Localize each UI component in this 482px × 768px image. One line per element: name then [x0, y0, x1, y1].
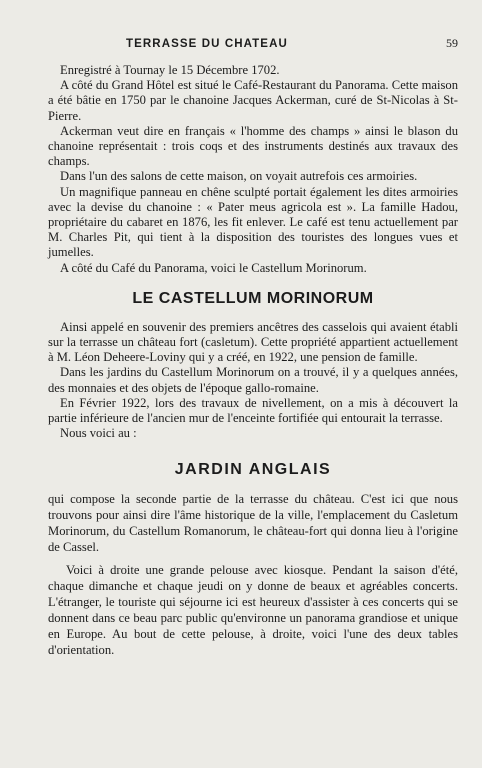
paragraph: Dans l'un des salons de cette maison, on voyait autrefois ces armoiries.	[60, 169, 418, 184]
paragraph: qui compose la seconde partie de la terrasse du château. C'est ici que nous trouvons pour ainsi dire l'âme historique de la ville, l'emplacement du Casletum Morinorum, du Castellum Romanorum, le château-fort qui donna lieu à l'origine de Cassel.	[48, 492, 458, 555]
paragraph: Dans les jardins du Castellum Morinorum on a trouvé, il y a quelques années, des monnaies et des objets de l'époque gallo-romaine.	[48, 365, 458, 395]
section-heading-jardin: JARDIN ANGLAIS	[174, 461, 332, 479]
running-header	[48, 36, 458, 51]
paragraph: Ackerman veut dire en français « l'homme des champs » ainsi le blason du chanoine représentait : trois coqs et des instruments destinés aux travaux des champs.	[48, 123, 458, 169]
paragraph: A côté du Café du Panorama, voici le Castellum Morinorum.	[60, 260, 367, 275]
running-title: TERRASSE DU CHATEAU	[126, 38, 288, 50]
section-castellum	[48, 320, 458, 442]
paragraph: Ainsi appelé en souvenir des premiers ancêtres des casselois qui avaient établi sur la terrasse un château fort (casletum). Cette propriété appartient actuellement à M. Léon Deheere-Loviny qui y a créé, en 1922, une pension de famille.	[48, 319, 458, 365]
paragraph: A côté du Grand Hôtel est situé le Café-Restaurant du Panorama. Cette maison a été bâtie en 1750 par le chanoine Jacques Ackerman, curé de St-Nicolas à St-Pierre.	[48, 78, 458, 123]
paragraph: Enregistré à Tournay le 15 Décembre 1702.	[60, 63, 280, 77]
paragraph-gap	[48, 555, 458, 562]
paragraph: Voici à droite une grande pelouse avec kiosque. Pendant la saison d'été, chaque dimanche et chaque jeudi on y donne de beaux et agréables concerts. L'étranger, le touriste qui séjourne ici est heureux d'assister à ces concerts qui se donnent dans ce beau parc public qu'environne un panorama grandiose et unique en Europe. Au bout de cette pelouse, à droite, voici l'une des deux tables d'orientation.	[48, 563, 458, 658]
paragraph: En Février 1922, lors des travaux de nivellement, on a mis à découvert la partie inférieure de l'ancien mur de l'enceinte fortifiée qui entourait la terrasse.	[48, 395, 458, 426]
paragraph: Un magnifique panneau en chêne sculpté portait également les dites armoiries avec la devise du chanoine : « Pater meus agricola est ». La famille Hadou, propriétaire du cabaret en 1876, les fit enlever. Le café est tenu actuellement par M. Charles Pit, qui tient à la disposition des touristes des longues vues et jumelles.	[48, 184, 458, 260]
paragraph: Nous voici au :	[60, 426, 137, 441]
section-terrasse	[48, 63, 458, 276]
section-jardin	[48, 491, 458, 658]
page-number: 59	[446, 36, 458, 50]
section-heading-castellum: LE CASTELLUM MORINORUM	[132, 289, 374, 307]
